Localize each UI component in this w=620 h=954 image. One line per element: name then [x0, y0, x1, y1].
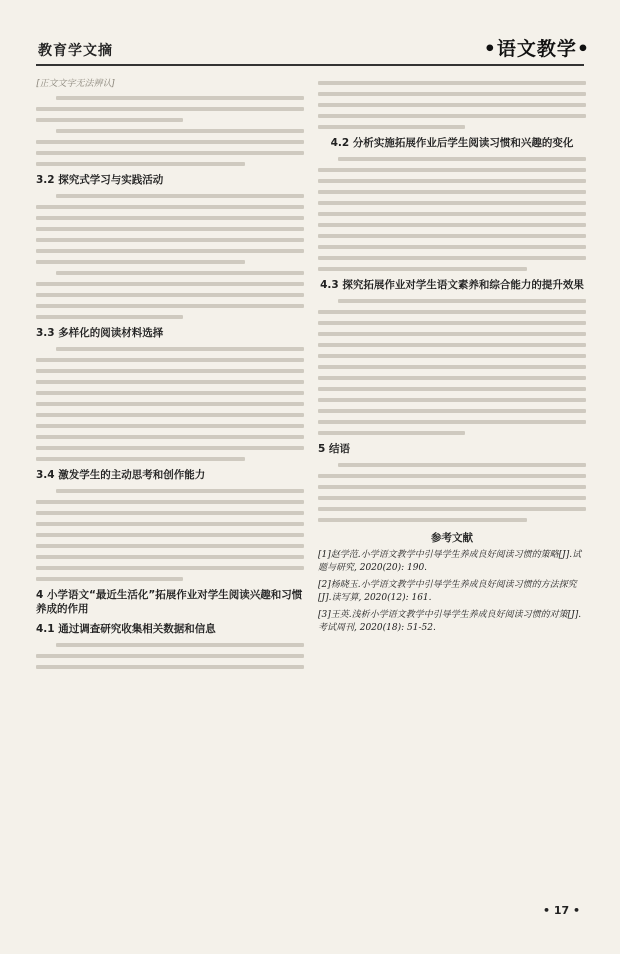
paragraph-7 — [36, 643, 304, 669]
page-header — [0, 0, 620, 70]
paragraph-4 — [36, 271, 304, 319]
section-heading-4-2: 4.2 分析实施拓展作业后学生阅读习惯和兴趣的变化 — [330, 137, 574, 149]
paragraph-5 — [36, 347, 304, 461]
paragraph-3 — [36, 194, 304, 264]
paragraph-1 — [36, 76, 304, 122]
reference-2: [2]杨晓玉.小学语文教学中引导学生养成良好阅读习惯的方法探究[J].读写算, 2020(12): 161. — [318, 580, 577, 603]
section-heading-4-3: 4.3 探究拓展作业对学生语文素养和综合能力的提升效果 — [320, 279, 584, 291]
section-heading-3-4: 3.4 激发学生的主动思考和创作能力 — [36, 469, 206, 481]
column-name: •语文教学• — [483, 38, 590, 60]
references-title: 参考文献 — [431, 532, 473, 544]
section-heading-4-1: 4.1 通过调查研究收集相关数据和信息 — [36, 623, 216, 635]
illegible-note: [正文文字无法辨认] — [36, 79, 116, 89]
right-column — [318, 74, 586, 894]
paragraph-11 — [318, 463, 586, 522]
left-column — [36, 74, 304, 894]
paragraph-8 — [318, 81, 586, 129]
section-heading-5: 5 结语 — [318, 443, 350, 455]
reference-1: [1]赵学范.小学语文教学中引导学生养成良好阅读习惯的策略[J].试题与研究, 2020(20): 190. — [318, 550, 582, 573]
reference-3: [3]王英.浅析小学语文教学中引导学生养成良好阅读习惯的对策[J].考试周刊, 2020(18): 51-52. — [318, 610, 582, 633]
paragraph-6 — [36, 489, 304, 581]
journal-name: 教育学文摘 — [38, 43, 113, 59]
section-heading-3-2: 3.2 探究式学习与实践活动 — [36, 174, 164, 186]
section-heading-3-3: 3.3 多样化的阅读材料选择 — [36, 327, 164, 339]
header-rule — [36, 64, 584, 66]
paragraph-9 — [318, 157, 586, 271]
paragraph-2 — [36, 129, 304, 166]
paragraph-10 — [318, 299, 586, 435]
section-heading-4: 4 小学语文“最近生活化”拓展作业对学生阅读兴趣和习惯养成的作用 — [36, 589, 303, 615]
page-number: • 17 • — [542, 904, 580, 917]
